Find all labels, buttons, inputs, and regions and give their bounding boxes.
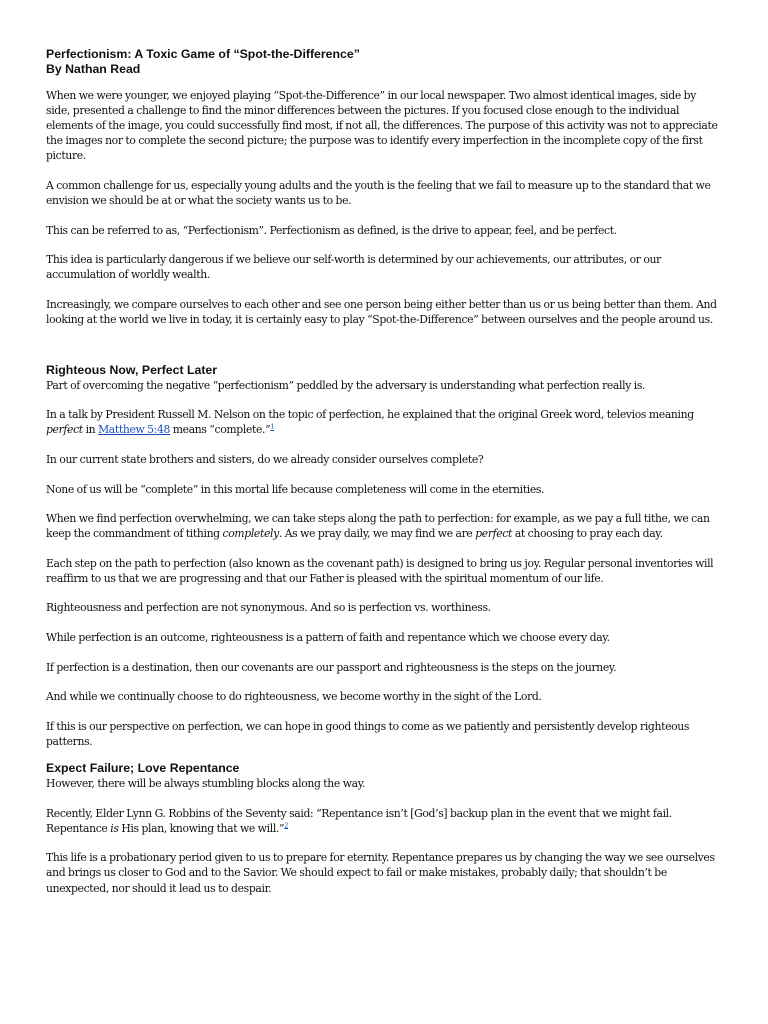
section1-paragraph-3: In our current state brothers and sisters, do we already consider ourselves complete?	[46, 452, 484, 466]
footnote-2-link[interactable]: 2	[284, 821, 288, 830]
section1-paragraph-7: Righteousness and perfection are not synonymous. And so is perfection vs. worthiness.	[46, 601, 491, 615]
section2-paragraph-1: However, there will be always stumbling blocks along the way.	[46, 777, 366, 791]
section1-paragraph-tithing: When we find perfection overwhelming, we can take steps along the path to perfection: for example, as we pay a full tithe, we can keep the commandment of tithing completely. As we pray daily, we may find we are perfect at choosing to pray each day.	[46, 512, 710, 541]
document-title: Perfectionism: A Toxic Game of “Spot-the-Difference”	[46, 47, 360, 61]
section2-paragraph-robbins: Recently, Elder Lynn G. Robbins of the Seventy said: “Repentance isn’t [God’s] backup plan in the event that we might fail. Repentance is His plan, knowing that we will.”$^2$	[46, 806, 672, 835]
matthew-scripture-link[interactable]: Matthew 5:48	[98, 423, 171, 437]
section1-paragraph-10: And while we continually choose to do righteousness, we become worthy in the sight of the Lord.	[46, 690, 542, 704]
greek-word: televios	[606, 408, 647, 422]
section1-paragraph-8: While perfection is an outcome, righteousness is a pattern of faith and repentance which we choose every day.	[46, 631, 610, 645]
section1-paragraph-9: If perfection is a destination, then our covenants are our passport and righteousness is the steps on the journey.	[46, 660, 617, 674]
section2-paragraph-3: This life is a probationary period given to us to prepare for eternity. Repentance prepares us by changing the way we see ourselves and brings us closer to God and to the Savior. We should expect to fail or make mistakes, probably daily; that shouldn’t be unexpected, nor should it lead us to despair.	[46, 851, 715, 895]
section1-paragraph-6: Each step on the path to perfection (also known as the covenant path) is designed to bring us joy. Regular personal inventories will reaffirm to us that we are progressing and that our Father is pleased with the spiritual momentum of our life.	[46, 556, 714, 585]
footnote-1-link[interactable]: 1	[270, 422, 275, 431]
section1-paragraph-4: None of us will be “complete” in this mortal life because completeness will come in the eternities.	[46, 482, 545, 496]
emphasis-completely: completely	[222, 527, 279, 541]
author-byline: By Nathan Read	[46, 62, 141, 76]
section-spacer	[46, 342, 722, 363]
section-heading-repentance: Expect Failure; Love Repentance	[46, 761, 240, 776]
intro-paragraph-1: When we were younger, we enjoyed playing “Spot-the-Difference” in our local newspaper. Two almost identical images, side by side, presented a challenge to find the minor differences between the pictures. If you focused close enough to the individual elements of the image, you could successfully find most, if not all, the differences. The purpose of this activity was not to appreciate the images nor to complete the second picture; the purpose was to identify every imperfection in the incomplete copy of the first picture.	[46, 89, 718, 163]
intro-paragraph-2: A common challenge for us, especially young adults and the youth is the feeling that we fail to measure up to the standard that we envision we should be at or what the society wants us to be.	[46, 178, 711, 208]
section1-paragraph-1: Part of overcoming the negative “perfectionism” peddled by the adversary is understanding what perfection really is.	[46, 378, 646, 392]
intro-paragraph-3: This can be referred to as, “Perfectionism”. Perfectionism as defined, is the drive to appear, feel, and be perfect.	[46, 223, 617, 237]
emphasis-perfect: perfect	[46, 423, 83, 437]
section1-paragraph-11: If this is our perspective on perfection, we can hope in good things to come as we patiently and persistently develop righteous patterns.	[46, 719, 690, 748]
intro-paragraph-5: Increasingly, we compare ourselves to each other and see one person being either better than us or us being better than them. And looking at the world we live in today, it is certainly easy to play “Spot-the-Difference” between ourselves and the people around us.	[46, 297, 717, 327]
section1-paragraph-nelson: In a talk by President Russell M. Nelson on the topic of perfection, he explained that the original Greek word, televios meaning perfect in Matthew 5:48 means “complete.”$^1$	[46, 408, 694, 437]
section-heading-righteous: Righteous Now, Perfect Later	[46, 362, 218, 377]
emphasis-is: is	[110, 821, 119, 835]
emphasis-perfect-2: perfect	[475, 527, 513, 541]
intro-paragraph-4: This idea is particularly dangerous if we believe our self-worth is determined by our achievements, our attributes, or our accumulation of worldly wealth.	[46, 253, 661, 282]
